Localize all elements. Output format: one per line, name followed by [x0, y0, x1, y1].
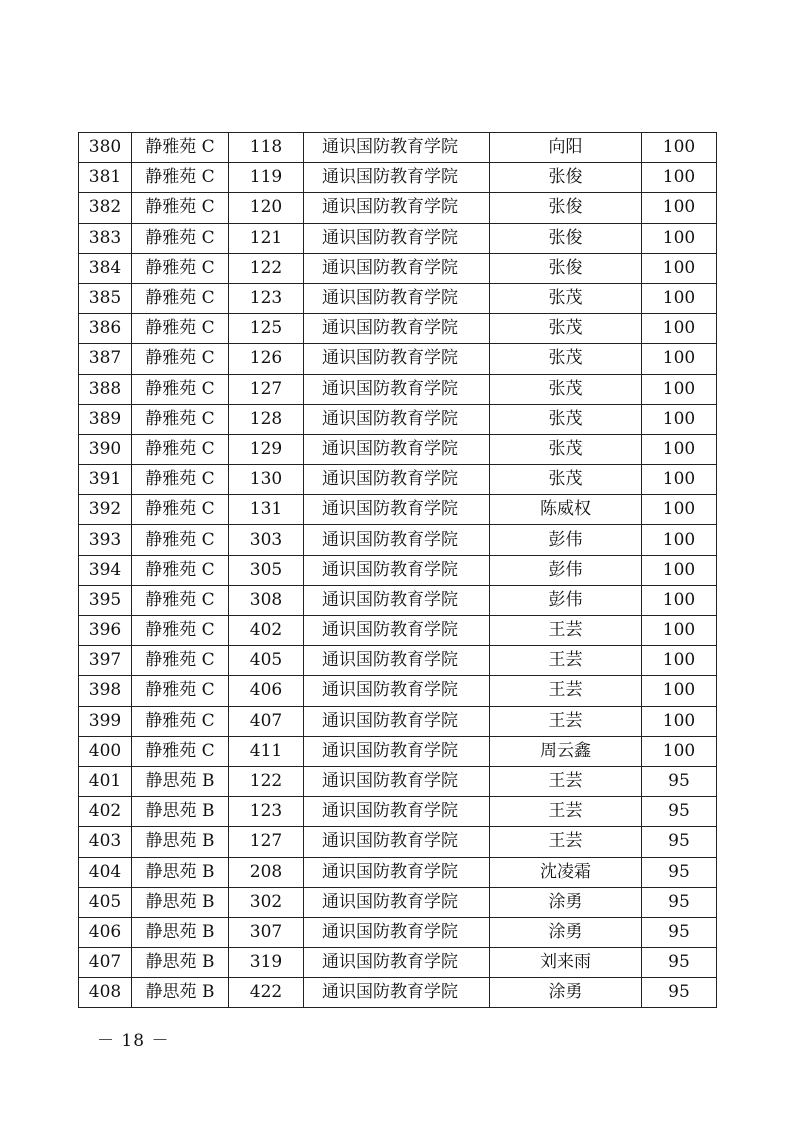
table-row — [79, 193, 717, 223]
table-row — [79, 827, 717, 857]
college-cell: 通识国防教育学院 — [304, 616, 490, 646]
dormitory-score-table — [78, 132, 717, 1008]
person-cell: 张茂 — [490, 283, 642, 313]
person-cell: 沈凌霜 — [490, 857, 642, 887]
college-cell: 通识国防教育学院 — [304, 495, 490, 525]
room-cell: 303 — [229, 525, 304, 555]
room-cell: 129 — [229, 434, 304, 464]
table-row — [79, 736, 717, 766]
table-row — [79, 766, 717, 796]
person-cell: 彭伟 — [490, 585, 642, 615]
score-cell: 100 — [642, 676, 717, 706]
college-cell: 通识国防教育学院 — [304, 434, 490, 464]
score-cell: 95 — [642, 978, 717, 1008]
room-cell: 128 — [229, 404, 304, 434]
table-row — [79, 283, 717, 313]
person-cell: 张茂 — [490, 404, 642, 434]
building-cell: 静雅苑 C — [132, 253, 229, 283]
person-cell: 涂勇 — [490, 917, 642, 947]
room-cell: 208 — [229, 857, 304, 887]
table-row — [79, 978, 717, 1008]
score-cell: 100 — [642, 283, 717, 313]
row-number-cell: 395 — [79, 585, 132, 615]
person-cell: 张茂 — [490, 434, 642, 464]
college-cell: 通识国防教育学院 — [304, 314, 490, 344]
building-cell: 静思苑 B — [132, 978, 229, 1008]
person-cell: 涂勇 — [490, 887, 642, 917]
row-number-cell: 389 — [79, 404, 132, 434]
row-number-cell: 393 — [79, 525, 132, 555]
table-row — [79, 616, 717, 646]
score-cell: 95 — [642, 766, 717, 796]
building-cell: 静雅苑 C — [132, 223, 229, 253]
score-cell: 100 — [642, 223, 717, 253]
college-cell: 通识国防教育学院 — [304, 706, 490, 736]
score-cell: 95 — [642, 917, 717, 947]
row-number-cell: 396 — [79, 616, 132, 646]
person-cell: 张俊 — [490, 193, 642, 223]
college-cell: 通识国防教育学院 — [304, 887, 490, 917]
college-cell: 通识国防教育学院 — [304, 827, 490, 857]
person-cell: 彭伟 — [490, 525, 642, 555]
person-cell: 陈威权 — [490, 495, 642, 525]
room-cell: 422 — [229, 978, 304, 1008]
row-number-cell: 408 — [79, 978, 132, 1008]
room-cell: 406 — [229, 676, 304, 706]
room-cell: 130 — [229, 465, 304, 495]
table-body — [79, 133, 717, 1008]
table-row — [79, 706, 717, 736]
score-cell: 100 — [642, 344, 717, 374]
room-cell: 119 — [229, 163, 304, 193]
table-row — [79, 887, 717, 917]
table-row — [79, 223, 717, 253]
row-number-cell: 403 — [79, 827, 132, 857]
page-number: － 18 － — [97, 1031, 170, 1051]
building-cell: 静思苑 B — [132, 948, 229, 978]
row-number-cell: 382 — [79, 193, 132, 223]
building-cell: 静雅苑 C — [132, 283, 229, 313]
person-cell: 张茂 — [490, 465, 642, 495]
score-cell: 100 — [642, 646, 717, 676]
row-number-cell: 398 — [79, 676, 132, 706]
building-cell: 静雅苑 C — [132, 465, 229, 495]
person-cell: 王芸 — [490, 616, 642, 646]
room-cell: 131 — [229, 495, 304, 525]
table-row — [79, 585, 717, 615]
person-cell: 刘来雨 — [490, 948, 642, 978]
score-cell: 100 — [642, 404, 717, 434]
building-cell: 静雅苑 C — [132, 585, 229, 615]
college-cell: 通识国防教育学院 — [304, 223, 490, 253]
building-cell: 静思苑 B — [132, 857, 229, 887]
room-cell: 127 — [229, 827, 304, 857]
row-number-cell: 386 — [79, 314, 132, 344]
table-row — [79, 374, 717, 404]
building-cell: 静雅苑 C — [132, 193, 229, 223]
score-cell: 100 — [642, 133, 717, 163]
table-row — [79, 857, 717, 887]
row-number-cell: 397 — [79, 646, 132, 676]
room-cell: 411 — [229, 736, 304, 766]
person-cell: 王芸 — [490, 706, 642, 736]
score-cell: 95 — [642, 797, 717, 827]
room-cell: 127 — [229, 374, 304, 404]
room-cell: 402 — [229, 616, 304, 646]
table-row — [79, 797, 717, 827]
person-cell: 王芸 — [490, 797, 642, 827]
room-cell: 126 — [229, 344, 304, 374]
row-number-cell: 391 — [79, 465, 132, 495]
score-cell: 100 — [642, 706, 717, 736]
row-number-cell: 401 — [79, 766, 132, 796]
college-cell: 通识国防教育学院 — [304, 736, 490, 766]
building-cell: 静思苑 B — [132, 797, 229, 827]
college-cell: 通识国防教育学院 — [304, 857, 490, 887]
room-cell: 122 — [229, 253, 304, 283]
row-number-cell: 405 — [79, 887, 132, 917]
person-cell: 王芸 — [490, 827, 642, 857]
person-cell: 王芸 — [490, 646, 642, 676]
college-cell: 通识国防教育学院 — [304, 646, 490, 676]
person-cell: 向阳 — [490, 133, 642, 163]
person-cell: 涂勇 — [490, 978, 642, 1008]
score-cell: 100 — [642, 314, 717, 344]
table-row — [79, 948, 717, 978]
table-row — [79, 253, 717, 283]
college-cell: 通识国防教育学院 — [304, 404, 490, 434]
table-row — [79, 555, 717, 585]
college-cell: 通识国防教育学院 — [304, 525, 490, 555]
college-cell: 通识国防教育学院 — [304, 676, 490, 706]
row-number-cell: 384 — [79, 253, 132, 283]
person-cell: 张俊 — [490, 163, 642, 193]
building-cell: 静雅苑 C — [132, 404, 229, 434]
building-cell: 静雅苑 C — [132, 616, 229, 646]
building-cell: 静思苑 B — [132, 917, 229, 947]
score-cell: 100 — [642, 525, 717, 555]
building-cell: 静雅苑 C — [132, 646, 229, 676]
score-cell: 100 — [642, 736, 717, 766]
room-cell: 123 — [229, 797, 304, 827]
college-cell: 通识国防教育学院 — [304, 283, 490, 313]
college-cell: 通识国防教育学院 — [304, 978, 490, 1008]
building-cell: 静雅苑 C — [132, 706, 229, 736]
room-cell: 125 — [229, 314, 304, 344]
building-cell: 静雅苑 C — [132, 676, 229, 706]
college-cell: 通识国防教育学院 — [304, 917, 490, 947]
table-row — [79, 525, 717, 555]
room-cell: 118 — [229, 133, 304, 163]
score-cell: 100 — [642, 585, 717, 615]
table-row — [79, 314, 717, 344]
score-cell: 100 — [642, 163, 717, 193]
person-cell: 周云鑫 — [490, 736, 642, 766]
building-cell: 静雅苑 C — [132, 555, 229, 585]
score-cell: 100 — [642, 495, 717, 525]
room-cell: 407 — [229, 706, 304, 736]
building-cell: 静雅苑 C — [132, 495, 229, 525]
score-cell: 100 — [642, 555, 717, 585]
row-number-cell: 388 — [79, 374, 132, 404]
building-cell: 静思苑 B — [132, 827, 229, 857]
score-cell: 100 — [642, 193, 717, 223]
room-cell: 305 — [229, 555, 304, 585]
table-row — [79, 495, 717, 525]
table-row — [79, 404, 717, 434]
person-cell: 彭伟 — [490, 555, 642, 585]
table-row — [79, 344, 717, 374]
college-cell: 通识国防教育学院 — [304, 797, 490, 827]
table-row — [79, 646, 717, 676]
building-cell: 静雅苑 C — [132, 344, 229, 374]
building-cell: 静思苑 B — [132, 887, 229, 917]
score-cell: 100 — [642, 374, 717, 404]
building-cell: 静雅苑 C — [132, 163, 229, 193]
room-cell: 123 — [229, 283, 304, 313]
score-cell: 100 — [642, 616, 717, 646]
college-cell: 通识国防教育学院 — [304, 585, 490, 615]
room-cell: 319 — [229, 948, 304, 978]
row-number-cell: 392 — [79, 495, 132, 525]
room-cell: 307 — [229, 917, 304, 947]
room-cell: 122 — [229, 766, 304, 796]
building-cell: 静雅苑 C — [132, 525, 229, 555]
score-cell: 95 — [642, 948, 717, 978]
row-number-cell: 380 — [79, 133, 132, 163]
score-cell: 95 — [642, 887, 717, 917]
row-number-cell: 400 — [79, 736, 132, 766]
score-cell: 100 — [642, 253, 717, 283]
person-cell: 王芸 — [490, 766, 642, 796]
room-cell: 308 — [229, 585, 304, 615]
college-cell: 通识国防教育学院 — [304, 163, 490, 193]
building-cell: 静雅苑 C — [132, 374, 229, 404]
row-number-cell: 406 — [79, 917, 132, 947]
building-cell: 静雅苑 C — [132, 314, 229, 344]
table-row — [79, 163, 717, 193]
table-row — [79, 917, 717, 947]
college-cell: 通识国防教育学院 — [304, 766, 490, 796]
table-row — [79, 465, 717, 495]
person-cell: 张茂 — [490, 374, 642, 404]
room-cell: 121 — [229, 223, 304, 253]
row-number-cell: 383 — [79, 223, 132, 253]
table-row — [79, 676, 717, 706]
room-cell: 405 — [229, 646, 304, 676]
score-cell: 100 — [642, 434, 717, 464]
row-number-cell: 385 — [79, 283, 132, 313]
row-number-cell: 407 — [79, 948, 132, 978]
person-cell: 王芸 — [490, 676, 642, 706]
building-cell: 静雅苑 C — [132, 434, 229, 464]
row-number-cell: 399 — [79, 706, 132, 736]
college-cell: 通识国防教育学院 — [304, 555, 490, 585]
building-cell: 静雅苑 C — [132, 736, 229, 766]
college-cell: 通识国防教育学院 — [304, 948, 490, 978]
table-row — [79, 434, 717, 464]
person-cell: 张茂 — [490, 344, 642, 374]
score-cell: 95 — [642, 857, 717, 887]
college-cell: 通识国防教育学院 — [304, 133, 490, 163]
room-cell: 120 — [229, 193, 304, 223]
person-cell: 张俊 — [490, 253, 642, 283]
room-cell: 302 — [229, 887, 304, 917]
college-cell: 通识国防教育学院 — [304, 193, 490, 223]
row-number-cell: 394 — [79, 555, 132, 585]
row-number-cell: 387 — [79, 344, 132, 374]
table-row — [79, 133, 717, 163]
college-cell: 通识国防教育学院 — [304, 374, 490, 404]
person-cell: 张茂 — [490, 314, 642, 344]
building-cell: 静思苑 B — [132, 766, 229, 796]
row-number-cell: 404 — [79, 857, 132, 887]
person-cell: 张俊 — [490, 223, 642, 253]
row-number-cell: 381 — [79, 163, 132, 193]
row-number-cell: 402 — [79, 797, 132, 827]
college-cell: 通识国防教育学院 — [304, 344, 490, 374]
score-cell: 95 — [642, 827, 717, 857]
college-cell: 通识国防教育学院 — [304, 253, 490, 283]
building-cell: 静雅苑 C — [132, 133, 229, 163]
row-number-cell: 390 — [79, 434, 132, 464]
college-cell: 通识国防教育学院 — [304, 465, 490, 495]
score-cell: 100 — [642, 465, 717, 495]
